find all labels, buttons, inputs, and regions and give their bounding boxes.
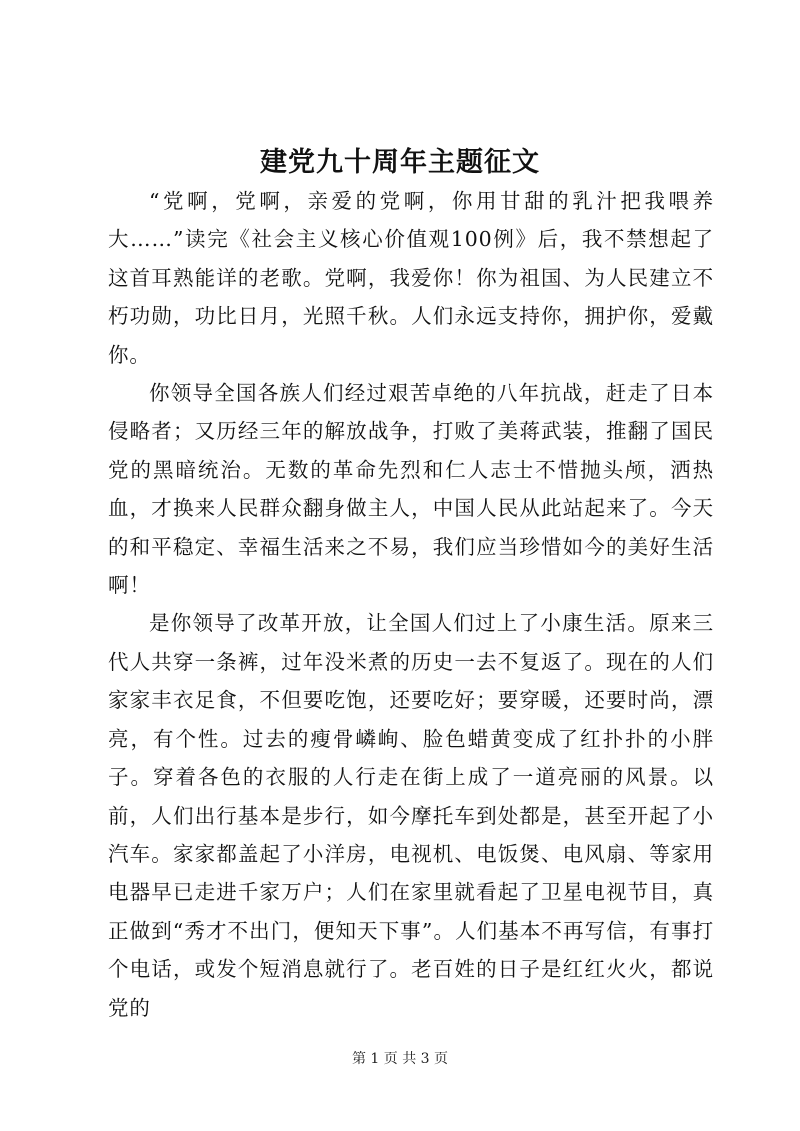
paragraph: “党啊，党啊，亲爱的党啊，你用甘甜的乳汁把我喂养大……”读完《社会主义核心价值观100例》后，我不禁想起了这首耳熟能详的老歌。党啊，我爱你！你为祖国、为人民建立不朽功勋，功比日月，光照千秋。人们永远支持你，拥护你，爱戴你。 [108,189,714,367]
document-body [108,182,714,1027]
paragraph: 你领导全国各族人们经过艰苦卓绝的八年抗战，赶走了日本侵略者；又历经三年的解放战争，打败了美蒋武装，推翻了国民党的黑暗统治。无数的革命先烈和仁人志士不惜抛头颅，洒热血，才换来人民群众翻身做主人，中国人民从此站起来了。今天的和平稳定、幸福生活来之不易，我们应当珍惜如今的美好生活啊！ [108,381,714,598]
document-title: 建党九十周年主题征文 [260,147,540,178]
page-number-footer: 第 1 页 共 3 页 [351,1051,449,1067]
paragraph: 是你领导了改革开放，让全国人们过上了小康生活。原来三代人共穿一条裤，过年没米煮的历史一去不复返了。现在的人们家家丰衣足食，不但要吃饱，还要吃好；要穿暖，还要时尚，漂亮，有个性。过去的瘦骨嶙峋、脸色蜡黄变成了红扑扑的小胖子。穿着各色的衣服的人行走在街上成了一道亮丽的风景。以前，人们出行基本是步行，如今摩托车到处都是，甚至开起了小汽车。家家都盖起了小洋房，电视机、电饭煲、电风扇、等家用电器早已走进千家万户；人们在家里就看起了卫星电视节目，真正做到“秀才不出门，便知天下事”。人们基本不再写信，有事打个电话，或发个短消息就行了。老百姓的日子是红红火火，都说党的 [108,611,714,1020]
